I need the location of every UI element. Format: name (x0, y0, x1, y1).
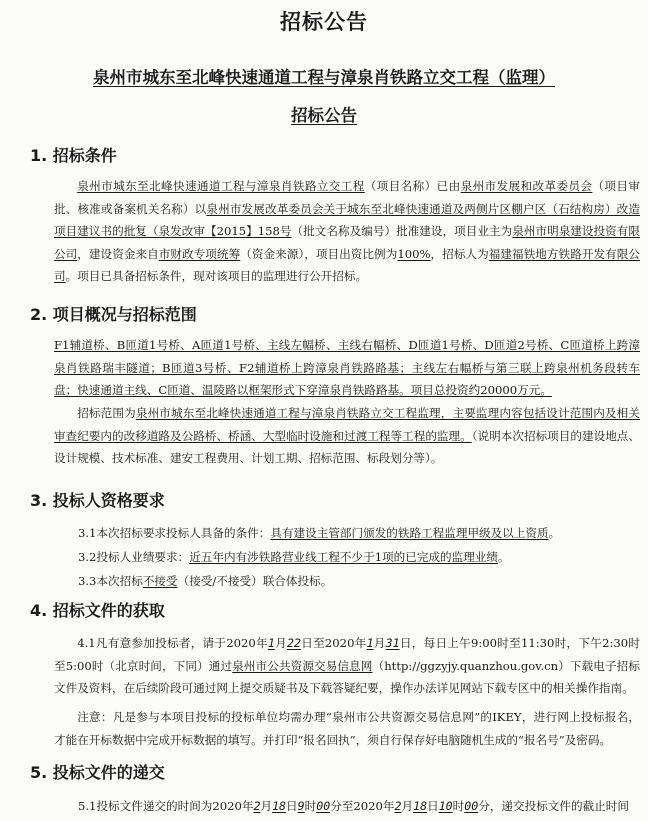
section-heading-4: 4. 招标文件的获取 (30, 601, 165, 620)
qualification-line-1: 3.1本次招标要求投标人具备的条件：具有建设主管部门颁发的铁路工程监理甲级及以上资质。 (78, 526, 561, 540)
announcement-subtitle: 招标公告 (291, 106, 357, 125)
qualification-line-2: 3.2投标人业绩要求：近五年内有涉铁路营业线工程不少于1项的已完成的监理业绩。 (78, 550, 510, 564)
section-heading-1: 1. 招标条件 (30, 146, 117, 165)
section-1-paragraph: 泉州市城东至北峰快速通道工程与漳泉肖铁路立交工程（项目名称）已由泉州市发展和改革委员会（项目审批、核准或备案机关名称）以泉州市发展改革委员会关于城东至北峰快速通道及两侧片区棚户区（石结构房）改造项目建议书的批复（泉发改审【2015】158号（批文名称及编号）批准建设，项目业主为泉州市明泉建设投资有限公司，建设资金来自市财政专项统筹（资金来源），项目出资比例为100%，招标人为福建福铁地方铁路开发有限公司。项目已具备招标条件，现对该项目的监理进行公开招标。 (54, 179, 640, 283)
section-heading-3: 3. 投标人资格要求 (30, 491, 165, 510)
section-2-scope: 招标范围为泉州市城东至北峰快速通道工程与漳泉肖铁路立交工程监理，主要监理内容包括设计范围内及相关审查纪要内的改移道路及公路桥、桥涵、大型临时设施和过渡工程等工程的监理。（说明本次招标项目的建设地点、设计规模、技术标准、建安工程费用、计划工期、招标范围、标段划分等）。 (54, 406, 640, 465)
project-title: 泉州市城东至北峰快速通道工程与漳泉肖铁路立交工程（监理） (93, 68, 555, 87)
section-heading-2: 2. 项目概况与招标范围 (30, 305, 197, 324)
submission-time-line: 5.1投标文件递交的时间为2020年2月18日9时00分至2020年2月18日10时00分，递交投标文件的截止时间 (78, 799, 629, 813)
section-4-paragraph-1: 4.1凡有意参加投标者，请于2020年1月22日至2020年1月31日，每日上午9:00时至11:30时，下午2:30时至5:00时（北京时间，下同）通过泉州市公共资源交易信息网（http://ggzyjy.quanzhou.gov.cn）下载电子招标文件及资料，在后续阶段可通过网上提交质疑书及下载答疑纪要，操作办法详见网站下载专区中的相关操作指南。 (54, 636, 640, 695)
section-heading-5: 5. 投标文件的递交 (30, 763, 165, 782)
section-2-overview: F1辅道桥、B匝道1号桥、A匝道1号桥、主线左幅桥、主线右幅桥、D匝道1号桥、D匝道2号桥、C匝道桥上跨漳泉肖铁路瑞丰隧道；B匝道3号桥、F2辅道桥上跨漳泉肖铁路路基；主线左右幅桥与第三联上跨泉州机务段转车盘；快速通道主线、C匝道、温陵路以框架形式下穿漳泉肖铁路路基。项目总投资约20000万元。 (54, 338, 640, 397)
section-4-notice: 注意：凡是参与本项目投标的投标单位均需办理“泉州市公共资源交易信息网”的IKEY，进行网上投标报名，才能在开标数据中完成开标数据的填写。并打印“报名回执”，须自行保存好电脑随机生成的“报名号”及密码。 (54, 710, 640, 747)
qualification-line-3: 3.3本次招标不接受（接受/不接受）联合体投标。 (78, 574, 333, 588)
page-title: 招标公告 (280, 10, 368, 34)
